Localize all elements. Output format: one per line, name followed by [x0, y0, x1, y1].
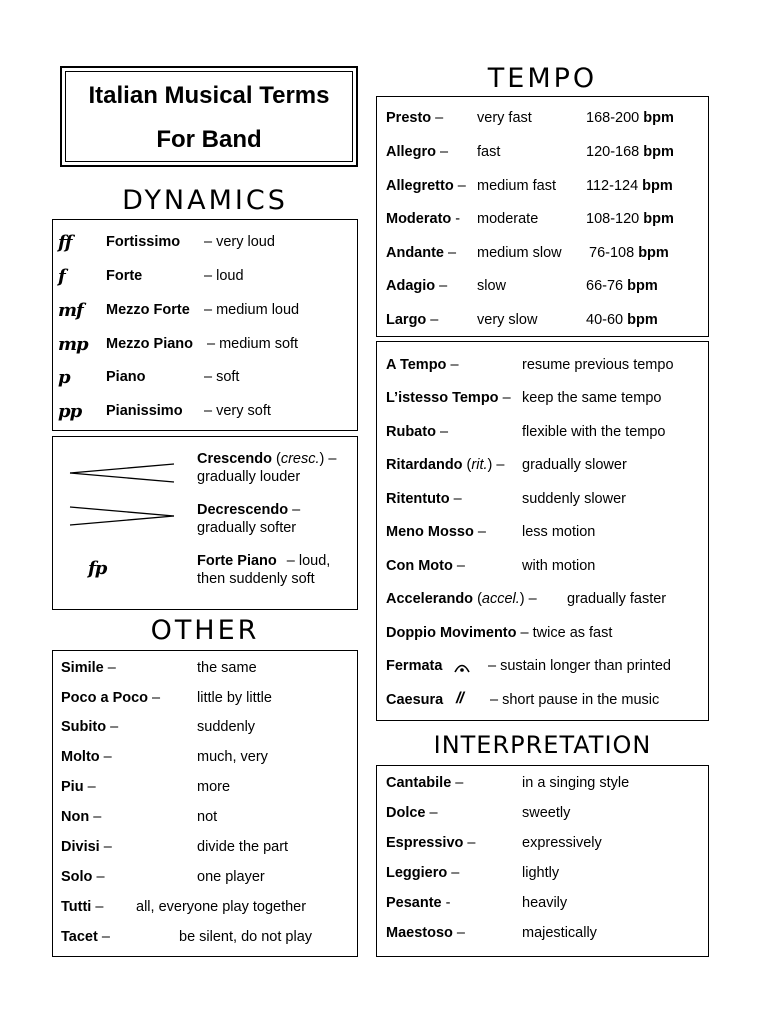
tempo-box: [376, 96, 709, 337]
tempo-unit: bpm: [627, 278, 658, 294]
other-term: Simile: [61, 660, 104, 676]
tempo-meaning: very fast: [477, 110, 532, 126]
tempo-range: 168-200: [586, 110, 640, 126]
dynamic-changes-box: [52, 436, 358, 610]
tempo-dash: –: [431, 110, 444, 126]
fortepiano-label: [197, 552, 330, 570]
tempo-changes-box: [376, 341, 709, 721]
crescendo-paren-dash: ) –: [319, 451, 337, 467]
tempo-dash: –: [435, 144, 449, 160]
tempo-range: 120-168: [586, 144, 640, 160]
tempo-dash: –: [426, 312, 439, 328]
other-dash: –: [106, 719, 119, 735]
tempo-change-term: [386, 423, 448, 441]
caesura-icon: //: [456, 690, 463, 707]
other-meaning: one player: [197, 869, 265, 885]
other-item: [61, 689, 160, 707]
tempo-change-label: Rubato: [386, 424, 436, 440]
tempo-range: 112-124: [586, 178, 639, 194]
tempo-change-meaning: resume previous tempo: [522, 357, 674, 373]
dynamic-symbol-p: p: [58, 367, 70, 388]
tempo-change-dash: –: [446, 357, 459, 373]
other-meaning: more: [197, 779, 231, 795]
tempo-unit: bpm: [627, 312, 658, 328]
tempo-change-dash: –: [492, 457, 505, 473]
dynamic-term: Piano: [106, 369, 146, 385]
interpretation-box: [376, 765, 709, 957]
tempo-meaning: medium fast: [477, 178, 556, 194]
interp-label: Espressivo: [386, 835, 464, 851]
tempo-term: [386, 143, 448, 161]
dynamic-symbol-pp: pp: [58, 401, 82, 422]
title-box: [60, 66, 358, 167]
tempo-range: 40-60: [586, 312, 624, 328]
other-item: [61, 748, 112, 766]
interp-meaning: in a singing style: [522, 775, 630, 791]
other-meaning: little by little: [197, 690, 272, 706]
tempo-term-label: Presto: [386, 110, 432, 126]
other-dash: –: [97, 929, 110, 945]
dynamic-symbol-ff: ff: [58, 232, 72, 253]
tempo-change-meaning: gradually slower: [522, 457, 627, 473]
tempo-change-term: [386, 490, 462, 508]
caesura-meaning: – short pause in the music: [490, 692, 660, 708]
tempo-unit: bpm: [642, 178, 673, 194]
tempo-meaning: slow: [477, 278, 507, 294]
tempo-change-label: Con Moto: [386, 558, 453, 574]
other-heading: OTHER: [150, 615, 260, 646]
other-dash: –: [99, 839, 112, 855]
dynamic-symbol-f: f: [58, 266, 65, 287]
other-item: [61, 778, 96, 796]
other-term: Solo: [61, 869, 93, 885]
fermata-meaning: – sustain longer than printed: [488, 658, 671, 674]
tempo-change-meaning: suddenly slower: [522, 491, 626, 507]
tempo-change-label: A Tempo: [386, 357, 447, 373]
tempo-bpm: [586, 311, 658, 329]
dynamic-meaning: – medium loud: [204, 302, 300, 318]
crescendo-hairpin-icon: [68, 462, 178, 484]
tempo-change-label: Accelerando: [386, 591, 474, 607]
tempo-change-meaning: twice as fast: [532, 625, 613, 641]
tempo-dash: –: [444, 245, 457, 261]
other-term: Tacet: [61, 929, 98, 945]
tempo-dash: -: [451, 211, 461, 227]
tempo-change-label: Ritardando: [386, 457, 463, 473]
tempo-term-label: Andante: [386, 245, 444, 261]
tempo-meaning: fast: [477, 144, 501, 160]
tempo-dash: –: [453, 178, 466, 194]
interp-label: Maestoso: [386, 925, 453, 941]
tempo-bpm: [586, 210, 674, 228]
tempo-change-meaning: flexible with the tempo: [522, 424, 666, 440]
fortepiano-symbol: fp: [88, 558, 107, 579]
crescendo-meaning: gradually louder: [197, 469, 301, 485]
crescendo-term: Crescendo: [197, 451, 272, 467]
tempo-meaning: medium slow: [477, 245, 562, 261]
decrescendo-meaning: gradually softer: [197, 520, 297, 536]
tempo-unit: bpm: [638, 245, 669, 261]
other-meaning: the same: [197, 660, 257, 676]
crescendo-abbr: cresc.: [280, 451, 320, 467]
interp-term: [386, 774, 463, 792]
interp-meaning: expressively: [522, 835, 602, 851]
tempo-term-label: Adagio: [386, 278, 436, 294]
fermata-icon: [453, 660, 471, 674]
tempo-term-label: Allegretto: [386, 178, 454, 194]
tempo-term: [386, 277, 447, 295]
dynamics-heading: DYNAMICS: [122, 185, 288, 216]
tempo-change-term: [386, 356, 459, 374]
tempo-dash: –: [435, 278, 448, 294]
other-item: [61, 838, 112, 856]
interp-label: Cantabile: [386, 775, 452, 791]
other-term: Tutti: [61, 899, 92, 915]
dynamic-term: Mezzo Piano: [106, 336, 194, 352]
tempo-change-meaning: keep the same tempo: [522, 390, 662, 406]
dynamic-symbol-mp: mp: [58, 334, 88, 355]
tempo-change-term: [386, 389, 511, 407]
tempo-bpm: [589, 244, 669, 262]
tempo-change-term: Ritardando (rit.) –: [386, 457, 505, 473]
tempo-change-label: Meno Mosso: [386, 524, 474, 540]
interp-label: Dolce: [386, 805, 426, 821]
fermata-term: Fermata: [386, 658, 443, 674]
dynamic-term: Forte: [106, 268, 143, 284]
decrescendo-term: Decrescendo: [197, 502, 289, 518]
other-dash: –: [148, 690, 161, 706]
other-term: Subito: [61, 719, 107, 735]
tempo-term: [386, 210, 460, 228]
decrescendo-dash: –: [288, 502, 301, 518]
interp-dash: -: [441, 895, 451, 911]
dynamic-meaning: – very soft: [204, 403, 271, 419]
crescendo-label: [197, 450, 336, 468]
tempo-change-meaning: with motion: [522, 558, 596, 574]
tempo-change-term: [386, 557, 465, 575]
tempo-bpm: [586, 143, 674, 161]
interp-label: Pesante: [386, 895, 442, 911]
tempo-term: [386, 311, 438, 329]
tempo-range: 108-120: [586, 211, 640, 227]
dynamic-meaning: – very loud: [204, 234, 275, 250]
dynamic-meaning: – soft: [204, 369, 240, 385]
other-dash: –: [89, 809, 102, 825]
other-meaning: suddenly: [197, 719, 256, 735]
tempo-change-dash: –: [473, 524, 486, 540]
tempo-term-label: Moderato: [386, 211, 452, 227]
tempo-change-abbr: rit.: [471, 457, 488, 473]
other-meaning: much, very: [197, 749, 268, 765]
other-term: Divisi: [61, 839, 100, 855]
tempo-term: [386, 109, 443, 127]
other-item: [61, 928, 110, 946]
interp-dash: –: [463, 835, 476, 851]
tempo-change-dash: –: [516, 625, 529, 641]
crescendo-paren: (: [271, 451, 281, 467]
tempo-bpm: [586, 177, 673, 195]
interp-label: Leggiero: [386, 865, 448, 881]
decrescendo-hairpin-icon: [68, 505, 178, 527]
interp-meaning: lightly: [522, 865, 560, 881]
interp-dash: –: [425, 805, 438, 821]
tempo-term: [386, 177, 466, 195]
dynamic-symbol-mf: mf: [58, 300, 83, 321]
interp-term: [386, 864, 459, 882]
tempo-meaning: moderate: [477, 211, 539, 227]
tempo-change-label: Doppio Movimento: [386, 625, 517, 641]
other-dash: –: [83, 779, 96, 795]
fortepiano-meaning-2: then suddenly soft: [197, 571, 315, 587]
interp-dash: –: [451, 775, 464, 791]
interp-meaning: heavily: [522, 895, 568, 911]
dynamic-term: Mezzo Forte: [106, 302, 190, 318]
interp-meaning: majestically: [522, 925, 597, 941]
other-item: [61, 718, 118, 736]
other-item: [61, 808, 101, 826]
tempo-meaning: very slow: [477, 312, 538, 328]
interp-term: [386, 924, 465, 942]
tempo-change-dash: –: [435, 424, 449, 440]
interp-dash: –: [452, 925, 465, 941]
dynamic-meaning: – loud: [204, 268, 244, 284]
title-line-2: For Band: [156, 126, 262, 153]
dynamic-term: Fortissimo: [106, 234, 181, 250]
other-term: Piu: [61, 779, 84, 795]
interp-term: [386, 834, 475, 852]
tempo-unit: bpm: [643, 110, 674, 126]
other-meaning: be silent, do not play: [179, 929, 313, 945]
tempo-bpm: [586, 277, 658, 295]
other-box: [52, 650, 358, 957]
fortepiano-term: Forte Piano: [197, 553, 277, 569]
interpretation-heading: INTERPRETATION: [433, 731, 652, 759]
tempo-term: [386, 244, 456, 262]
other-dash: –: [92, 869, 105, 885]
interp-meaning: sweetly: [522, 805, 571, 821]
tempo-change-meaning: gradually faster: [567, 591, 667, 607]
other-meaning: divide the part: [197, 839, 289, 855]
tempo-change-dash: –: [524, 591, 537, 607]
tempo-range: 76-108: [589, 245, 635, 261]
other-term: Poco a Poco: [61, 690, 149, 706]
tempo-change-term: Accelerando (accel.) –: [386, 591, 537, 607]
interp-term: [386, 894, 450, 912]
dynamics-box: [52, 219, 358, 431]
tempo-change-abbr: accel.: [481, 591, 520, 607]
tempo-change-dash: –: [449, 491, 462, 507]
tempo-bpm: [586, 109, 674, 127]
other-dash: –: [99, 749, 112, 765]
tempo-change-label: L’istesso Tempo: [386, 390, 499, 406]
tempo-change-label: Ritentuto: [386, 491, 450, 507]
interp-dash: –: [447, 865, 460, 881]
title-line-1: Italian Musical Terms: [88, 82, 330, 109]
tempo-change-term: [386, 624, 612, 642]
other-term: Molto: [61, 749, 100, 765]
fortepiano-meaning-1: – loud,: [286, 553, 331, 569]
tempo-change-term: [386, 523, 486, 541]
other-meaning: not: [197, 809, 218, 825]
tempo-heading: TEMPO: [487, 63, 598, 94]
tempo-term-label: Largo: [386, 312, 427, 328]
other-item: [61, 868, 105, 886]
tempo-change-meaning: less motion: [522, 524, 596, 540]
tempo-unit: bpm: [643, 211, 674, 227]
interp-term: [386, 804, 438, 822]
caesura-term: Caesura: [386, 692, 444, 708]
other-term: Non: [61, 809, 90, 825]
decrescendo-label: [197, 501, 300, 519]
other-dash: –: [91, 899, 104, 915]
other-dash: –: [103, 660, 116, 676]
tempo-change-dash: –: [452, 558, 465, 574]
tempo-term-label: Allegro: [386, 144, 436, 160]
other-meaning: all, everyone play together: [136, 899, 307, 915]
dynamic-term: Pianissimo: [106, 403, 183, 419]
dynamic-meaning: – medium soft: [207, 336, 299, 352]
tempo-change-dash: –: [498, 390, 511, 406]
other-item: [61, 659, 116, 677]
tempo-unit: bpm: [643, 144, 674, 160]
tempo-range: 66-76: [586, 278, 624, 294]
other-item: [61, 898, 103, 916]
